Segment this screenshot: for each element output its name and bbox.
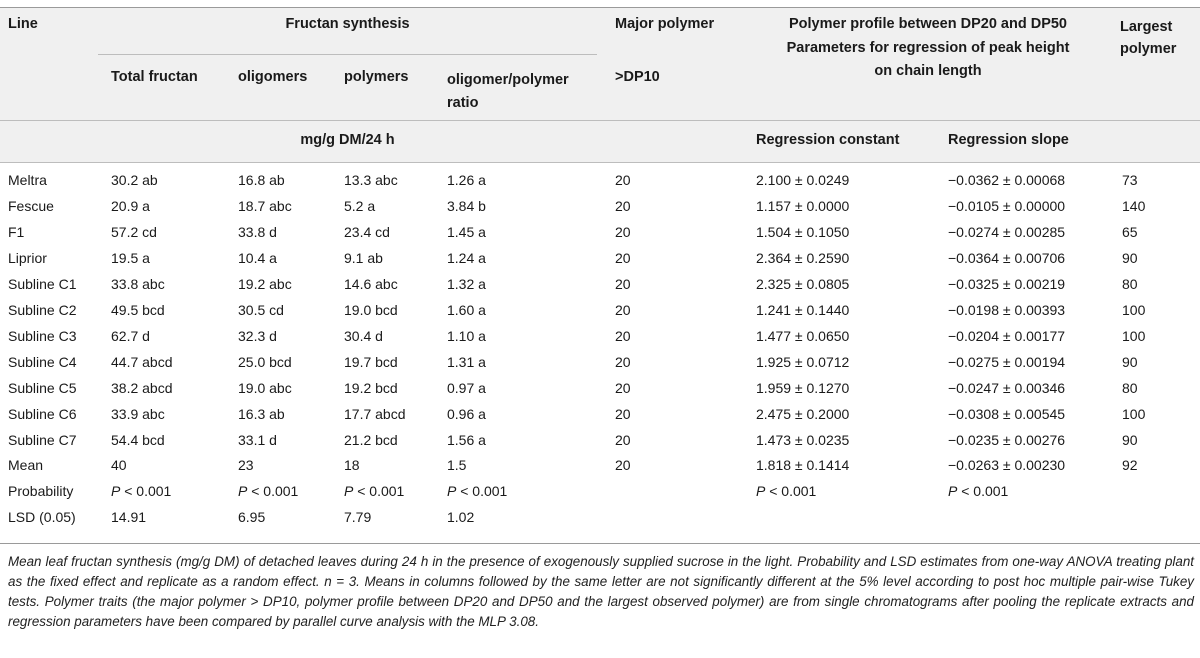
cell-line: Subline C4 xyxy=(8,353,77,370)
cell-regression-constant: P < 0.001 xyxy=(756,483,817,500)
cell-ratio: 1.02 xyxy=(447,509,475,526)
cell-ratio: 3.84 b xyxy=(447,197,486,214)
cell-regression-slope: −0.0325 ± 0.00219 xyxy=(948,275,1066,292)
cell-largest-polymer: 90 xyxy=(1122,353,1138,370)
cell-regression-constant: 2.364 ± 0.2590 xyxy=(756,249,850,266)
cell-regression-slope: −0.0362 ± 0.00068 xyxy=(948,172,1066,188)
header-polymer-profile-1: Polymer profile between DP20 and DP50 xyxy=(788,16,1067,32)
cell-regression-constant: 2.325 ± 0.0805 xyxy=(756,275,850,292)
cell-total-fructan: 19.5 a xyxy=(111,249,150,266)
cell-oligomers: 18.7 abc xyxy=(238,197,292,214)
table-row xyxy=(0,298,1200,322)
cell-regression-constant: 1.504 ± 0.1050 xyxy=(756,223,850,240)
fructan-group-underline xyxy=(98,54,597,55)
header-units: mg/g DM/24 h xyxy=(300,132,395,148)
cell-regression-slope: −0.0247 ± 0.00346 xyxy=(948,379,1066,396)
header-line: Line xyxy=(8,16,38,32)
cell-total-fructan: 30.2 ab xyxy=(111,172,158,188)
cell-polymers: 14.6 abc xyxy=(344,275,398,292)
top-rule xyxy=(0,7,1200,8)
cell-regression-constant: 1.473 ± 0.0235 xyxy=(756,431,850,448)
table-row xyxy=(0,376,1200,400)
header-dp10: >DP10 xyxy=(615,69,660,85)
table-row xyxy=(0,220,1200,244)
cell-regression-slope: −0.0364 ± 0.00706 xyxy=(948,249,1066,266)
cell-regression-slope: −0.0263 ± 0.00230 xyxy=(948,457,1066,474)
cell-polymers: 18 xyxy=(344,457,360,474)
header-largest-polymer: Largest polymer xyxy=(1120,19,1177,57)
cell-regression-slope: −0.0235 ± 0.00276 xyxy=(948,431,1066,448)
body-separator xyxy=(0,162,1200,163)
cell-regression-slope: −0.0198 ± 0.00393 xyxy=(948,301,1066,318)
cell-regression-constant: 1.959 ± 0.1270 xyxy=(756,379,850,396)
cell-ratio: 1.60 a xyxy=(447,301,486,318)
cell-line: F1 xyxy=(8,223,25,240)
cell-oligomers: 19.0 abc xyxy=(238,379,292,396)
cell-oligomers: 19.2 abc xyxy=(238,275,292,292)
table-row xyxy=(0,168,1200,192)
cell-polymers: 19.0 bcd xyxy=(344,301,398,318)
cell-total-fructan: 44.7 abcd xyxy=(111,353,173,370)
cell-ratio: 0.97 a xyxy=(447,379,486,396)
cell-ratio: 1.56 a xyxy=(447,431,486,448)
cell-total-fructan: 20.9 a xyxy=(111,197,150,214)
cell-total-fructan: 38.2 abcd xyxy=(111,379,173,396)
header-polymer-profile-3: on chain length xyxy=(874,63,982,79)
cell-regression-slope: −0.0308 ± 0.00545 xyxy=(948,405,1066,422)
cell-line: Meltra xyxy=(8,172,47,188)
cell-total-fructan: 62.7 d xyxy=(111,327,150,344)
cell-major-polymer: 20 xyxy=(615,405,631,422)
cell-major-polymer: 20 xyxy=(615,197,631,214)
header-polymer-profile-2: Parameters for regression of peak height xyxy=(786,40,1070,56)
header-regression-slope: Regression slope xyxy=(948,132,1069,148)
cell-major-polymer: 20 xyxy=(615,379,631,396)
cell-largest-polymer: 140 xyxy=(1122,197,1146,214)
cell-largest-polymer: 80 xyxy=(1122,379,1138,396)
cell-oligomers: P < 0.001 xyxy=(238,483,299,500)
cell-total-fructan: 33.9 abc xyxy=(111,405,165,422)
header-polymers: polymers xyxy=(344,69,409,85)
cell-ratio: 1.24 a xyxy=(447,249,486,266)
cell-polymers: 21.2 bcd xyxy=(344,431,398,448)
header-oligomers: oligomers xyxy=(238,69,308,85)
cell-major-polymer: 20 xyxy=(615,431,631,448)
table-row xyxy=(0,324,1200,348)
cell-polymers: P < 0.001 xyxy=(344,483,405,500)
cell-major-polymer: 20 xyxy=(615,353,631,370)
cell-largest-polymer: 73 xyxy=(1122,172,1138,188)
cell-polymers: 5.2 a xyxy=(344,197,376,214)
cell-polymers: 17.7 abcd xyxy=(344,405,406,422)
cell-polymers: 23.4 cd xyxy=(344,223,390,240)
cell-oligomers: 6.95 xyxy=(238,509,266,526)
cell-line: Subline C6 xyxy=(8,405,77,422)
cell-major-polymer: 20 xyxy=(615,249,631,266)
table-row xyxy=(0,350,1200,374)
bottom-rule xyxy=(0,543,1200,544)
cell-largest-polymer: 65 xyxy=(1122,223,1138,240)
cell-line: Fescue xyxy=(8,197,54,214)
cell-regression-constant: 1.241 ± 0.1440 xyxy=(756,301,850,318)
cell-line: Subline C7 xyxy=(8,431,77,448)
cell-line: Subline C5 xyxy=(8,379,77,396)
cell-oligomers: 25.0 bcd xyxy=(238,353,292,370)
cell-major-polymer: 20 xyxy=(615,223,631,240)
cell-regression-constant: 1.818 ± 0.1414 xyxy=(756,457,850,474)
cell-major-polymer: 20 xyxy=(615,275,631,292)
cell-ratio: 1.45 a xyxy=(447,223,486,240)
cell-polymers: 19.2 bcd xyxy=(344,379,398,396)
cell-line: Subline C1 xyxy=(8,275,77,292)
cell-oligomers: 32.3 d xyxy=(238,327,277,344)
cell-line: Subline C3 xyxy=(8,327,77,344)
cell-largest-polymer: 90 xyxy=(1122,431,1138,448)
cell-polymers: 9.1 ab xyxy=(344,249,383,266)
cell-major-polymer: 20 xyxy=(615,172,631,188)
table-row xyxy=(0,428,1200,452)
cell-regression-slope: −0.0105 ± 0.00000 xyxy=(948,197,1066,214)
cell-largest-polymer: 80 xyxy=(1122,275,1138,292)
cell-line: Mean xyxy=(8,457,44,474)
cell-ratio: 1.10 a xyxy=(447,327,486,344)
table-row xyxy=(0,479,1200,503)
table-row xyxy=(0,194,1200,218)
table-row xyxy=(0,272,1200,296)
cell-regression-constant: 2.100 ± 0.0249 xyxy=(756,172,850,188)
cell-oligomers: 16.3 ab xyxy=(238,405,285,422)
cell-ratio: 0.96 a xyxy=(447,405,486,422)
cell-regression-constant: 1.477 ± 0.0650 xyxy=(756,327,850,344)
cell-oligomers: 10.4 a xyxy=(238,249,277,266)
cell-oligomers: 16.8 ab xyxy=(238,172,285,188)
cell-major-polymer: 20 xyxy=(615,457,631,474)
cell-line: Probability xyxy=(8,483,74,500)
header-ratio: oligomer/polymer ratio xyxy=(447,72,569,111)
cell-ratio: 1.32 a xyxy=(447,275,486,292)
table-row xyxy=(0,505,1200,529)
cell-major-polymer: 20 xyxy=(615,301,631,318)
cell-largest-polymer: 90 xyxy=(1122,249,1138,266)
cell-total-fructan: 40 xyxy=(111,457,127,474)
cell-largest-polymer: 92 xyxy=(1122,457,1138,474)
cell-regression-constant: 1.925 ± 0.0712 xyxy=(756,353,850,370)
cell-oligomers: 23 xyxy=(238,457,254,474)
cell-polymers: 13.3 abc xyxy=(344,172,398,188)
cell-polymers: 19.7 bcd xyxy=(344,353,398,370)
cell-regression-slope: −0.0275 ± 0.00194 xyxy=(948,353,1066,370)
cell-oligomers: 33.8 d xyxy=(238,223,277,240)
cell-major-polymer: 20 xyxy=(615,327,631,344)
cell-line: LSD (0.05) xyxy=(8,509,76,526)
cell-ratio: 1.5 xyxy=(447,457,467,474)
cell-total-fructan: 33.8 abc xyxy=(111,275,165,292)
header-total-fructan: Total fructan xyxy=(111,69,198,85)
table-row xyxy=(0,453,1200,477)
table-row xyxy=(0,402,1200,426)
cell-oligomers: 33.1 d xyxy=(238,431,277,448)
cell-oligomers: 30.5 cd xyxy=(238,301,284,318)
cell-line: Subline C2 xyxy=(8,301,77,318)
cell-total-fructan: 49.5 bcd xyxy=(111,301,165,318)
cell-regression-constant: 2.475 ± 0.2000 xyxy=(756,405,850,422)
cell-regression-constant: 1.157 ± 0.0000 xyxy=(756,197,850,214)
cell-total-fructan: 14.91 xyxy=(111,509,147,526)
header-major-polymer: Major polymer xyxy=(615,16,715,32)
cell-line: Liprior xyxy=(8,249,47,266)
cell-total-fructan: 54.4 bcd xyxy=(111,431,165,448)
cell-polymers: 30.4 d xyxy=(344,327,383,344)
cell-total-fructan: 57.2 cd xyxy=(111,223,157,240)
cell-ratio: P < 0.001 xyxy=(447,483,508,500)
cell-regression-slope: −0.0274 ± 0.00285 xyxy=(948,223,1066,240)
cell-ratio: 1.31 a xyxy=(447,353,486,370)
cell-regression-slope: −0.0204 ± 0.00177 xyxy=(948,327,1066,344)
cell-ratio: 1.26 a xyxy=(447,172,486,188)
cell-largest-polymer: 100 xyxy=(1122,327,1146,344)
header-regression-constant: Regression constant xyxy=(756,132,900,148)
cell-polymers: 7.79 xyxy=(344,509,372,526)
cell-regression-slope: P < 0.001 xyxy=(948,483,1009,500)
cell-total-fructan: P < 0.001 xyxy=(111,483,172,500)
header-fructan-synthesis: Fructan synthesis xyxy=(285,16,410,32)
cell-largest-polymer: 100 xyxy=(1122,405,1146,422)
table-caption: Mean leaf fructan synthesis (mg/g DM) of detached leaves during 24 h in the presence of exogenously supplied sucrose in the light. Probability and LSD estimates from one-way ANOVA treating plant as the fixed effect and replicate as a random effect. n = 3. Means in columns followed by the same letter are not significantly different at the 5% level according to post hoc multiple pair-wise Tukey tests. Polymer traits (the major polymer > DP10, polymer profile between DP20 and DP50 and the largest observed polymer) are from single chromatograms after pooling the replicate extracts and regression parameters have been compared by parallel curve analysis with the MLP 3.08. xyxy=(8,554,1194,629)
cell-largest-polymer: 100 xyxy=(1122,301,1146,318)
table-row xyxy=(0,246,1200,270)
